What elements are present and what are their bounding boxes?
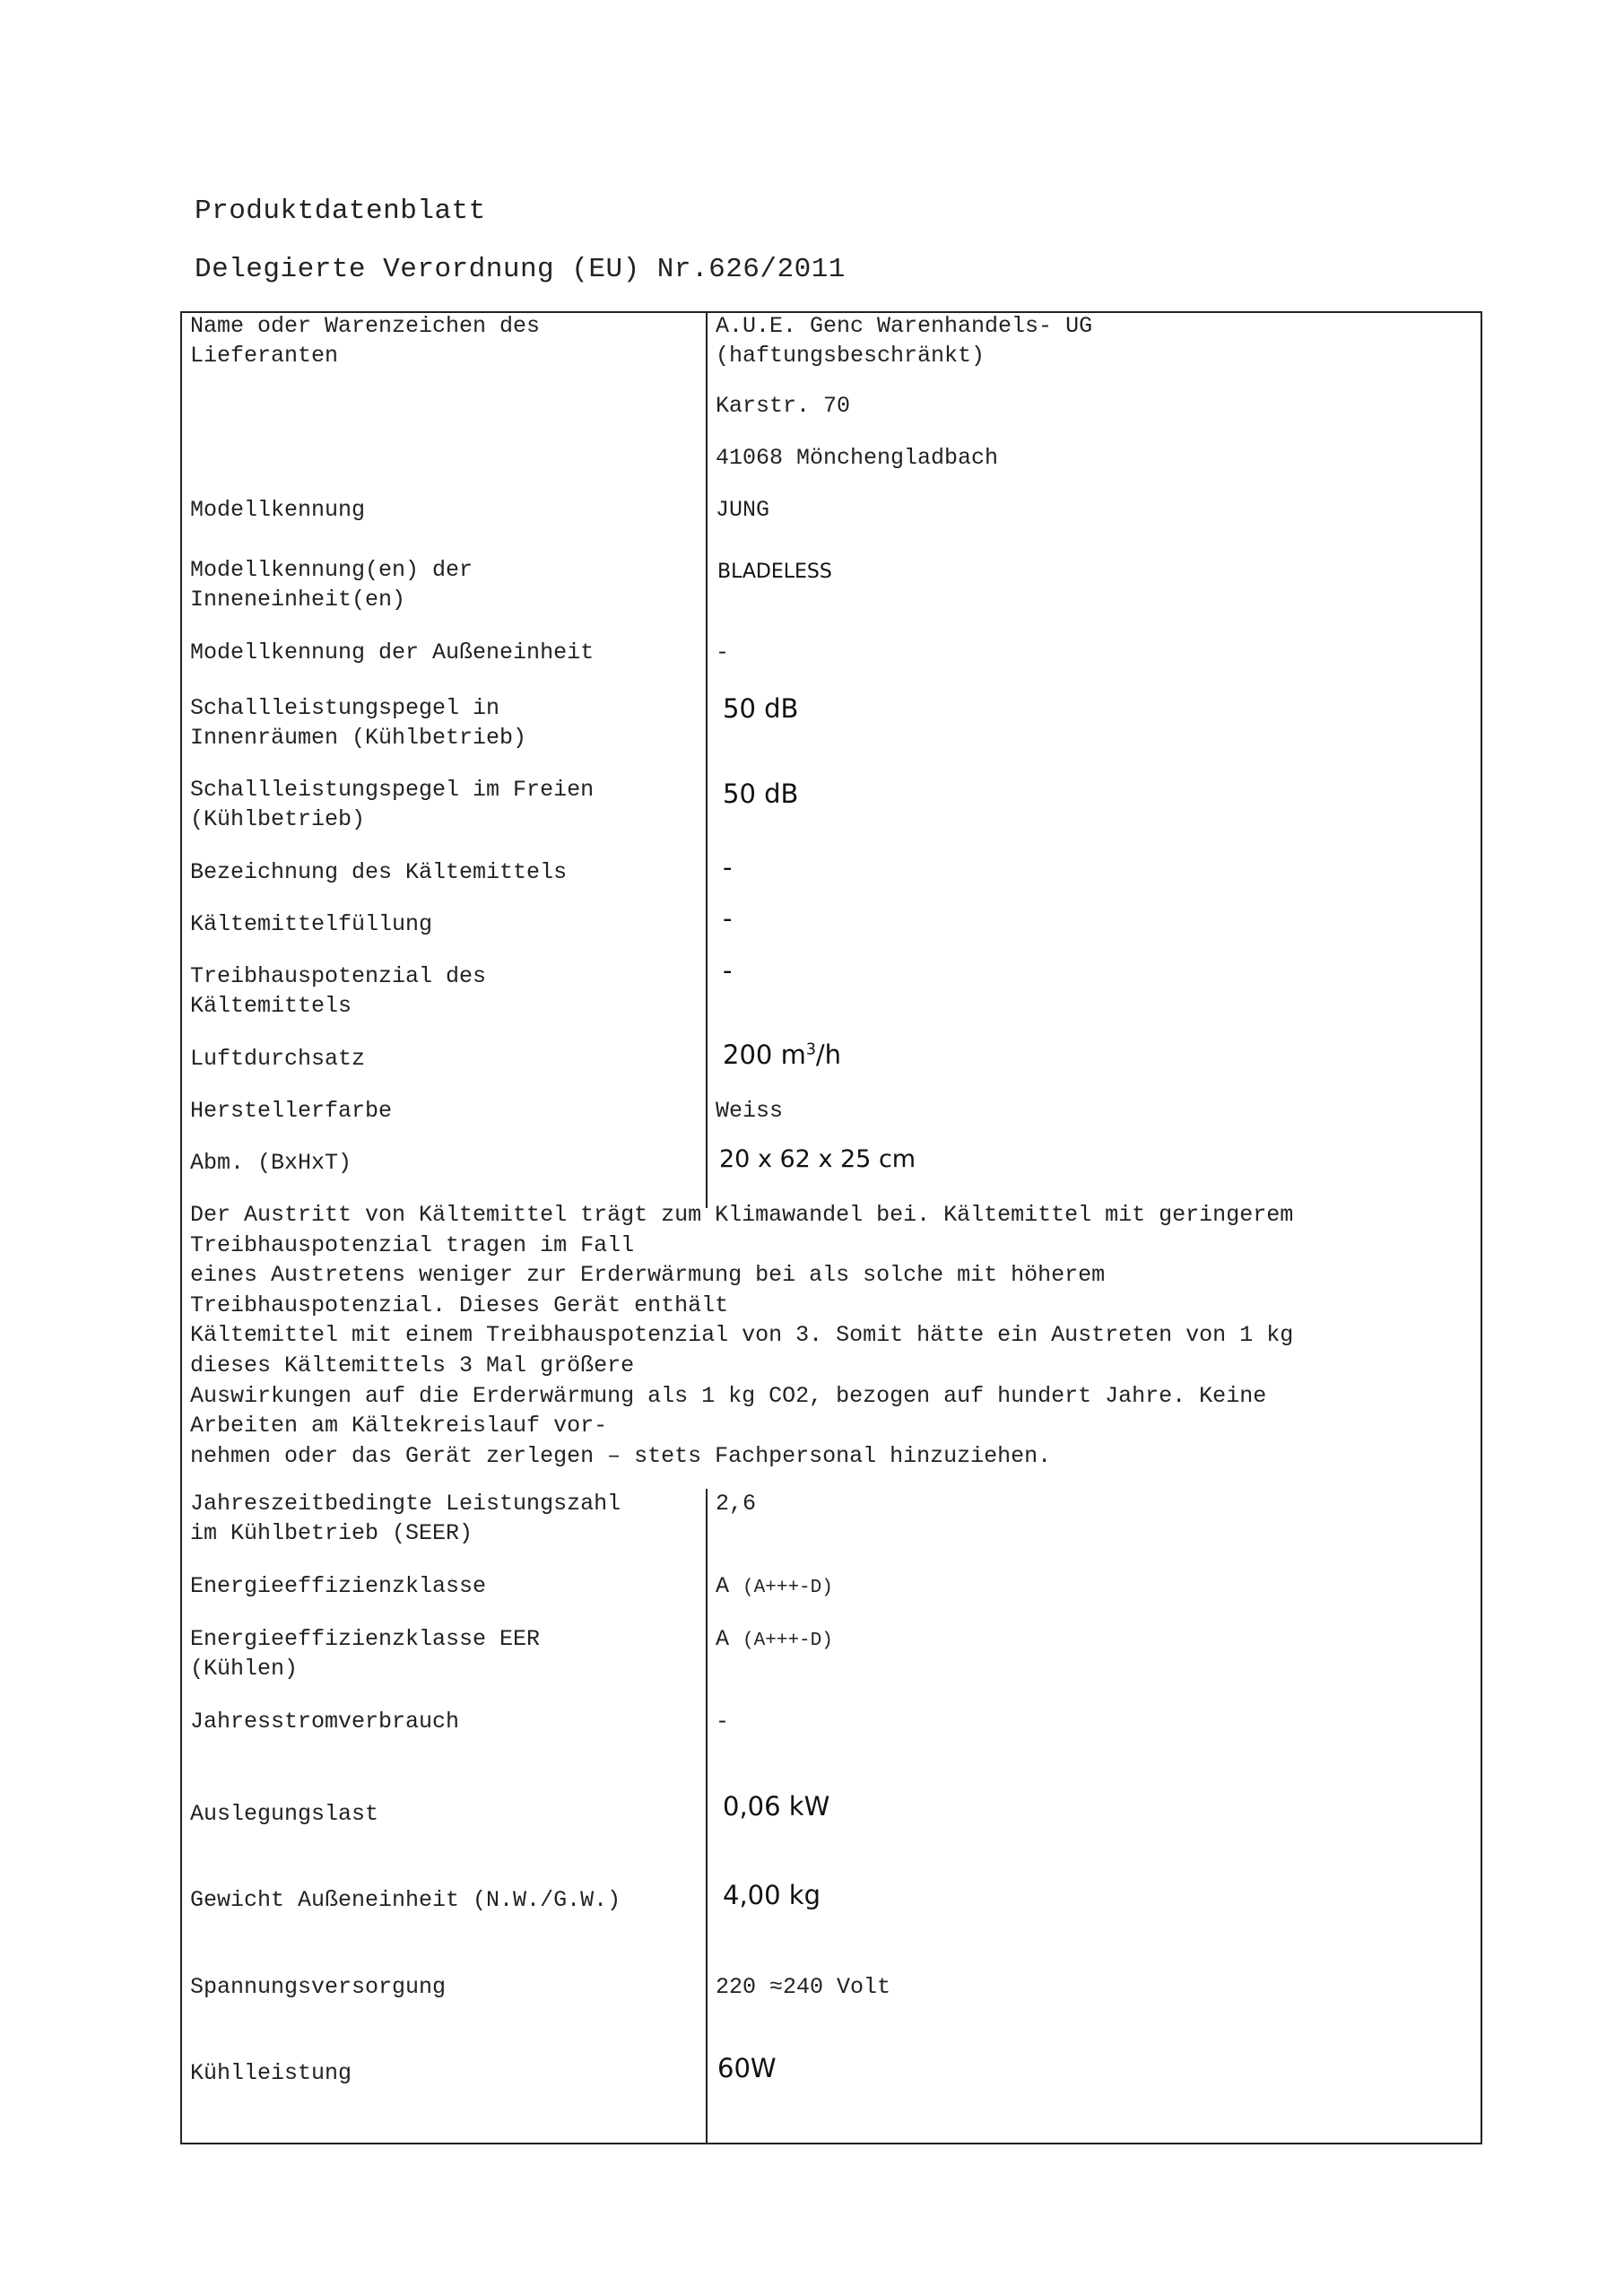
notice-line: Der Austritt von Kältemittel trägt zum Klimawandel bei. Kältemittel mit geringerem (190, 1202, 1294, 1228)
label-refrigerant: Bezeichnung des Kältemittels (190, 859, 568, 885)
value-design-load: 0,06 kW (723, 1791, 830, 1822)
notice-line: Treibhauspotenzial. Dieses Gerät enthält (190, 1292, 729, 1318)
value-gwp: - (723, 955, 733, 986)
label-design-load: Auslegungslast (190, 1801, 379, 1827)
label-energy-class: Energieeffizienzklasse (190, 1573, 487, 1599)
notice-line: nehmen oder das Gerät zerlegen – stets Fachpersonal hinzuziehen. (190, 1442, 1052, 1469)
column-divider-bottom (706, 1489, 708, 2144)
label-gwp: Treibhauspotenzial des Kältemittels (190, 963, 487, 1019)
value-refrigerant-fill: - (723, 903, 733, 934)
eer-class-letter: A (716, 1626, 730, 1652)
label-model: Modellkennung (190, 497, 366, 523)
label-outdoor-model: Modellkennung der Außeneinheit (190, 639, 595, 665)
energy-class-range: (A+++-D) (743, 1578, 833, 1598)
notice-line: dieses Kältemittels 3 Mal größere (190, 1352, 635, 1378)
label-power-supply: Spannungsversorgung (190, 1974, 447, 2000)
document-title: Produktdatenblatt (195, 196, 486, 227)
notice-line: Arbeiten am Kältekreislauf vor- (190, 1413, 608, 1439)
value-cooling-capacity: 60W (717, 2053, 777, 2083)
label-indoor-model: Modellkennung(en) der Inneneinheit(en) (190, 557, 473, 613)
airflow-unit: /h (815, 1039, 842, 1070)
airflow-number: 200 m (723, 1039, 806, 1070)
label-refrigerant-fill: Kältemittelfüllung (190, 911, 433, 937)
label-cooling-capacity: Kühlleistung (190, 2060, 352, 2086)
value-street: Karstr. 70 (716, 393, 851, 419)
column-divider-top (706, 311, 708, 1208)
value-model: JUNG (716, 497, 770, 523)
value-power-supply: 220 ≈240 Volt (716, 1974, 891, 2000)
label-dimensions: Abm. (BxHxT) (190, 1150, 352, 1176)
value-city: 41068 Mönchengladbach (716, 445, 999, 471)
value-annual-consumption: - (716, 1709, 730, 1735)
label-annual-consumption: Jahresstromverbrauch (190, 1709, 460, 1735)
notice-line: Auswirkungen auf die Erderwärmung als 1 kg CO2, bezogen auf hundert Jahre. Keine (190, 1382, 1267, 1409)
value-outdoor-model: - (716, 639, 730, 665)
label-seer: Jahreszeitbedingte Leistungszahl im Kühlbetrieb (SEER) (190, 1491, 621, 1546)
value-indoor-model: BLADELESS (717, 561, 832, 583)
value-energy-class (716, 1571, 833, 1603)
value-color: Weiss (716, 1098, 784, 1124)
label-airflow: Luftdurchsatz (190, 1046, 366, 1072)
value-supplier: A.U.E. Genc Warenhandels- UG (haftungsbeschränkt) (716, 313, 1093, 369)
label-weight: Gewicht Außeneinheit (N.W./G.W.) (190, 1887, 621, 1913)
label-sound-indoor: Schallleistungspegel in Innenräumen (Kühlbetrieb) (190, 695, 527, 751)
energy-class-letter: A (716, 1573, 730, 1599)
refrigerant-notice (190, 1200, 1472, 1471)
label-energy-class-eer: Energieeffizienzklasse EER (Kühlen) (190, 1626, 541, 1682)
notice-line: Treibhauspotenzial tragen im Fall (190, 1231, 635, 1258)
value-weight: 4,00 kg (723, 1880, 821, 1910)
notice-line: Kältemittel mit einem Treibhauspotenzial von 3. Somit hätte ein Austreten von 1 kg (190, 1322, 1294, 1349)
value-sound-indoor: 50 dB (723, 693, 799, 724)
value-sound-outdoor: 50 dB (723, 778, 799, 809)
value-airflow (723, 1040, 841, 1070)
label-sound-outdoor: Schallleistungspegel im Freien (Kühlbetrieb) (190, 777, 595, 832)
eer-class-range: (A+++-D) (743, 1631, 833, 1651)
label-color: Herstellerfarbe (190, 1098, 393, 1124)
document-subtitle: Delegierte Verordnung (EU) Nr.626/2011 (195, 254, 846, 285)
value-dimensions: 20 x 62 x 25 cm (719, 1145, 916, 1173)
value-refrigerant: - (723, 852, 733, 883)
label-supplier: Name oder Warenzeichen des Lieferanten (190, 313, 541, 369)
value-seer: 2,6 (716, 1491, 757, 1517)
airflow-exponent: 3 (805, 1040, 816, 1059)
notice-line: eines Austretens weniger zur Erderwärmung bei als solche mit höherem (190, 1262, 1106, 1289)
value-energy-class-eer (716, 1624, 833, 1656)
